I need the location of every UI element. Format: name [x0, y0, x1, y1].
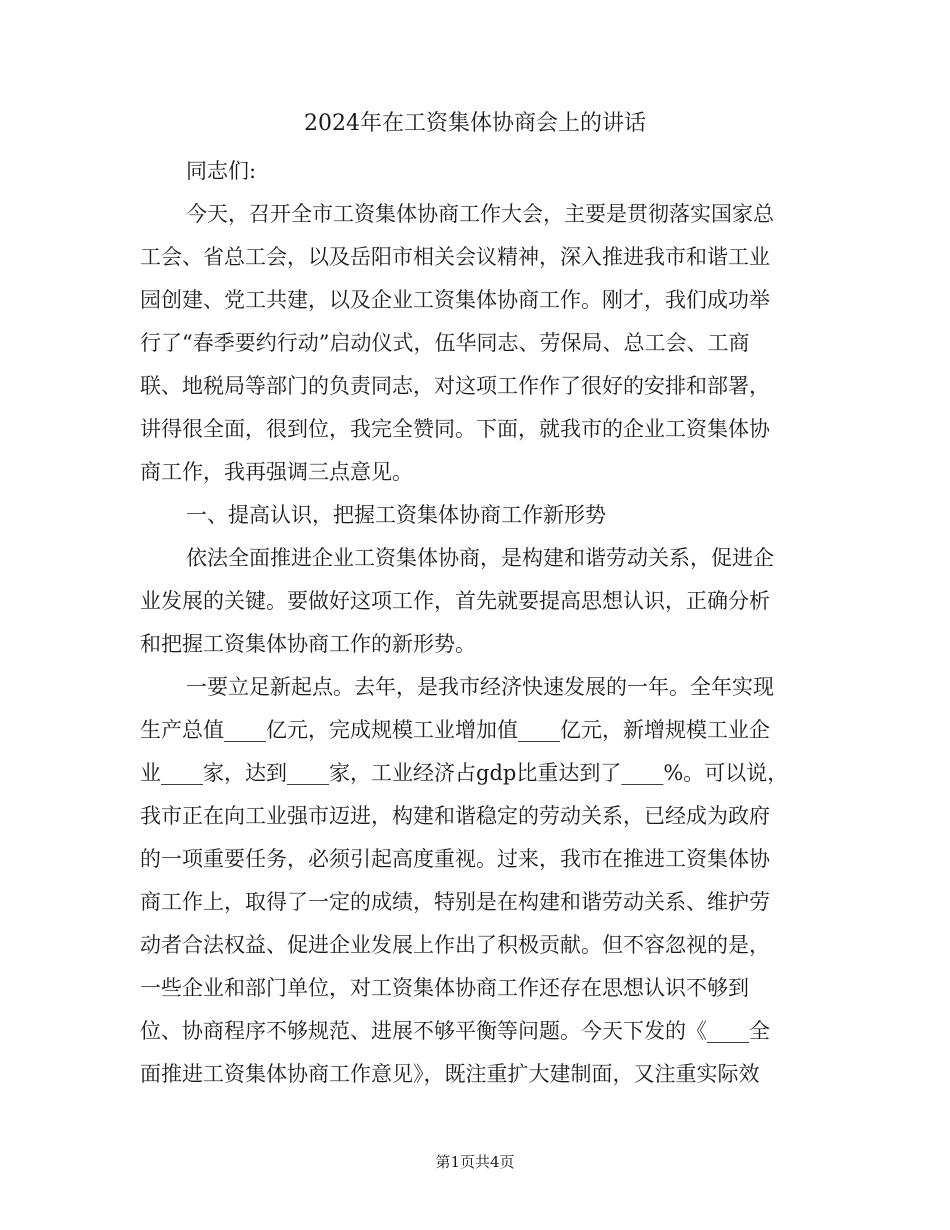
text-line: 联、地税局等部门的负责同志，对这项工作作了很好的安排和部署， [140, 374, 770, 398]
page-number-footer: 第1页共4页 [435, 1153, 515, 1171]
text-line: 一些企业和部门单位，对工资集体协商工作还存在思想认识不够到 [140, 976, 749, 1000]
section-heading: 一、提高认识，把握工资集体协商工作新形势 [186, 503, 606, 527]
text-line: 业____家，达到____家，工业经济占gdp比重达到了____%。可以说， [140, 761, 789, 785]
text-line: 今天，召开全市工资集体协商工作大会，主要是贯彻落实国家总 [186, 202, 774, 226]
text-line: 商工作上，取得了一定的成绩，特别是在构建和谐劳动关系、维护劳 [140, 890, 770, 914]
text-line: 工会、省总工会，以及岳阳市相关会议精神，深入推进我市和谐工业 [140, 245, 770, 269]
text-line: 我市正在向工业强市迈进，构建和谐稳定的劳动关系，已经成为政府 [140, 804, 770, 828]
text-line: 和把握工资集体协商工作的新形势。 [140, 632, 476, 656]
text-line: 一要立足新起点。去年，是我市经济快速发展的一年。全年实现 [186, 675, 774, 699]
text-line: 同志们: [186, 159, 257, 183]
text-line: 园创建、党工共建，以及企业工资集体协商工作。刚才，我们成功举 [140, 288, 770, 312]
text-line: 商工作，我再强调三点意见。 [140, 460, 413, 484]
text-line: 依法全面推进企业工资集体协商，是构建和谐劳动关系，促进企 [186, 546, 774, 570]
text-line: 的一项重要任务，必须引起高度重视。过来，我市在推进工资集体协 [140, 847, 770, 871]
text-line: 动者合法权益、促进企业发展上作出了积极贡献。但不容忽视的是， [140, 933, 770, 957]
text-line: 位、协商程序不够规范、进展不够平衡等问题。今天下发的《____全 [140, 1019, 770, 1043]
text-line: 生产总值____亿元，完成规模工业增加值____亿元，新增规模工业企 [140, 718, 770, 742]
text-line: 行了“春季要约行动”启动仪式，伍华同志、劳保局、总工会、工商 [140, 331, 750, 355]
document-body [140, 150, 800, 1096]
text-line: 业发展的关键。要做好这项工作，首先就要提高思想认识，正确分析 [140, 589, 770, 613]
document-title: 2024年在工资集体协商会上的讲话 [304, 111, 646, 136]
text-line: 讲得很全面，很到位，我完全赞同。下面，就我市的企业工资集体协 [140, 417, 770, 441]
text-line: 面推进工资集体协商工作意见》，既注重扩大建制面，又注重实际效 [140, 1062, 760, 1086]
